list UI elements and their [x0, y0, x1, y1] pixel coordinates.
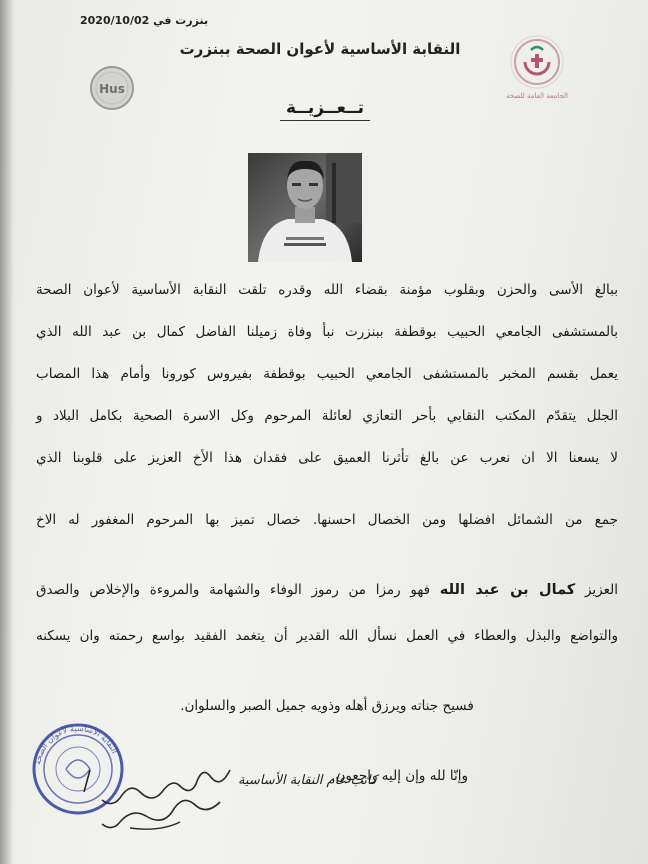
body-line-1: ببالغ الأسى والحزن وبقلوب مؤمنة بقضاء الله وقدره تلقت النقابة الأساسية لأعوان الصحة: [36, 282, 618, 298]
handwritten-signature: [70, 762, 377, 842]
closing-line: وإنّا لله وإن إليه راجعون.: [331, 768, 468, 784]
body-line-7-prefix: العزيز: [584, 582, 619, 598]
document-date: بنزرت في 2020/10/02: [80, 14, 209, 27]
union-logo-caption: الجامعة العامة للصحة: [506, 92, 568, 100]
body-line-4: الجلل يتقدّم المكتب النقابي بأحر التعازي لعائلة المرحوم وكل الاسرة الصحية بكامل البلاد و: [36, 408, 618, 424]
hus-logo-text: Hus: [99, 82, 125, 96]
page-edge-shadow: [0, 0, 14, 864]
body-line-6: جمع من الشمائل افضلها ومن الخصال احسنها. خصال تميز بها المرحوم المغفور له الاخ: [36, 512, 618, 528]
body-line-9: فسيح جناته ويرزق أهله وذويه جميل الصبر والسلوان.: [180, 698, 474, 714]
union-title: النقابة الأساسية لأعوان الصحة ببنزرت: [179, 40, 461, 58]
body-line-3: يعمل بقسم المخبر بالمستشفى الجامعي الحبيب بوقطفة بفيروس كورونا وأمام هذا المصاب: [36, 366, 618, 382]
body-line-5: لا يسعنا الا ان نعرب عن بالغ تأثرنا العميق على فقدان هذا الأخ العزيز على قلوبنا الذي: [36, 450, 618, 466]
body-line-7: [36, 582, 618, 598]
signature-role: كاتب عام النقابة الأساسية: [238, 773, 377, 788]
deceased-name: كمال بن عبد الله: [439, 582, 576, 598]
body-line-8: والتواضع والبذل والعطاء في العمل نسأل الله القدير أن يتغمد الفقيد بواسع رحمته وان يسكنه: [36, 628, 618, 644]
hus-logo-icon: [88, 64, 136, 112]
condolence-heading: تــعــزيــة: [220, 98, 430, 118]
body-line-7-rest: فهو رمزا من رموز الوفاء والشهامة والمروءة والإخلاص والصدق: [36, 582, 431, 598]
deceased-photo: [248, 153, 362, 262]
stamp-text: النقابة الأساسية لأعوان الصحة: [33, 723, 120, 766]
body-line-2: بالمستشفى الجامعي الحبيب بوقطفة ببنزرت نبأ وفاة زميلنا الفاضل كمال بن عبد الله الذي: [36, 324, 618, 340]
